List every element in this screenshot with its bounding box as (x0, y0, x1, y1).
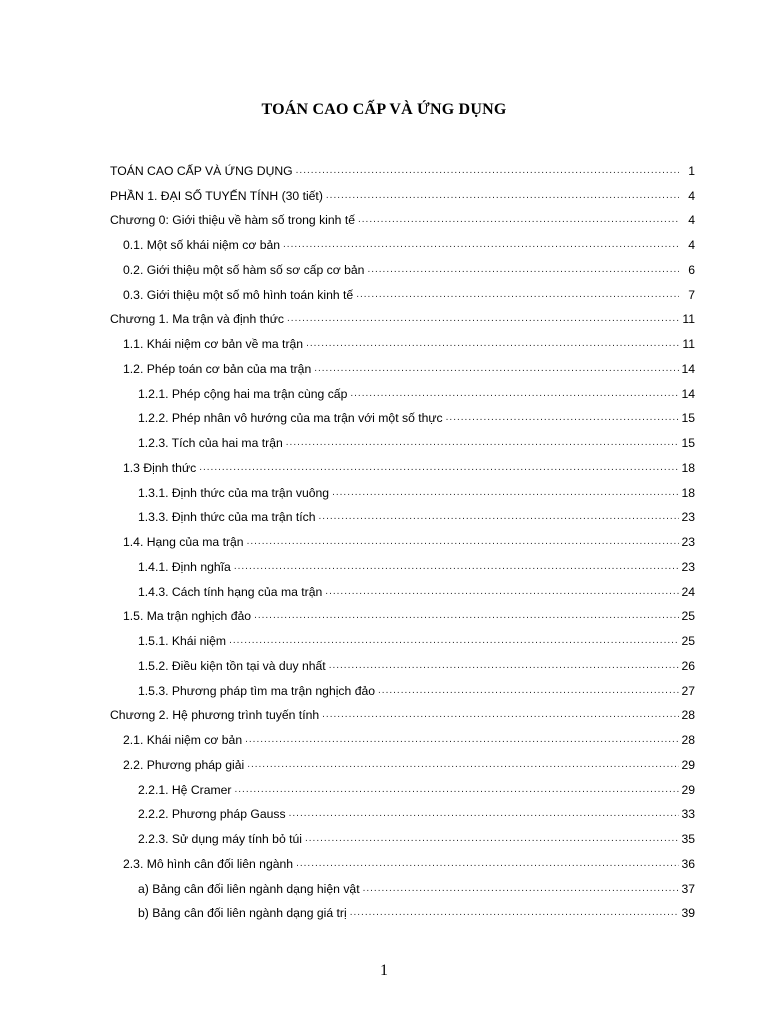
toc-entry[interactable] (110, 178, 695, 203)
toc-entry-page: 37 (681, 881, 695, 896)
dot-leader (247, 759, 679, 770)
toc-entry-page: 6 (688, 262, 695, 277)
toc-entry-page: 28 (681, 708, 695, 723)
toc-entry-page: 18 (681, 460, 695, 475)
toc-entry-page: 14 (681, 386, 695, 401)
toc-entry[interactable] (110, 698, 695, 723)
dot-leader (229, 635, 679, 646)
toc-entry-page: 35 (681, 832, 695, 846)
dot-leader (322, 709, 679, 720)
toc-entry-label: 2.1. Khái niệm cơ bản (123, 733, 243, 747)
dot-leader (350, 907, 679, 918)
dot-leader (332, 487, 679, 498)
document-title: TOÁN CAO CẤP VÀ ỨNG DỤNG (261, 101, 507, 118)
dot-leader (286, 437, 679, 448)
toc-entry[interactable] (110, 673, 695, 698)
dot-leader (245, 734, 679, 745)
toc-entry-label: a) Bảng cân đối liên ngành dạng hiện vật (138, 881, 360, 896)
dot-leader (199, 462, 679, 473)
page-number: 1 (380, 962, 388, 979)
toc-entry-page: 25 (681, 634, 695, 648)
dot-leader (319, 511, 679, 522)
toc-entry[interactable] (110, 524, 695, 549)
toc-entry-label: 0.1. Một số khái niệm cơ bản (123, 238, 281, 252)
toc-entry-label: 1.3.3. Định thức của ma trận tích (138, 510, 316, 525)
dot-leader (378, 685, 679, 696)
dot-leader (329, 660, 679, 671)
dot-leader (326, 190, 679, 201)
toc-entry-page: 36 (681, 856, 695, 871)
toc-entry-page: 39 (681, 906, 695, 921)
toc-entry-label: 2.2. Phương pháp giải (123, 757, 245, 772)
toc-entry-page: 27 (681, 683, 695, 698)
dot-leader (367, 264, 679, 275)
toc-entry-page: 18 (681, 485, 695, 500)
toc-entry-label: Chương 0: Giới thiệu về hàm số trong kinh tế (110, 213, 355, 228)
dot-leader (287, 313, 679, 324)
toc-entry[interactable] (110, 599, 695, 624)
toc-entry[interactable] (110, 821, 695, 846)
dot-leader (283, 239, 679, 250)
toc-entry-label: 1.5.2. Điều kiện tồn tại và duy nhất (138, 658, 326, 673)
toc-entry-page: 14 (681, 361, 695, 376)
toc-entry[interactable] (110, 772, 695, 797)
dot-leader (289, 808, 679, 819)
toc-entry-label: 2.2.1. Hệ Cramer (138, 782, 232, 797)
toc-entry[interactable] (110, 896, 695, 921)
toc-entry[interactable] (110, 747, 695, 772)
toc-entry[interactable] (110, 549, 695, 574)
dot-leader (305, 833, 679, 844)
toc-entry[interactable] (110, 871, 695, 896)
dot-leader (306, 338, 679, 349)
toc-entry[interactable] (110, 351, 695, 376)
toc-entry-label: Chương 2. Hệ phương trình tuyến tính (110, 708, 320, 723)
toc-entry[interactable] (110, 252, 695, 277)
toc-entry-label: 1.5.1. Khái niệm (138, 634, 227, 648)
toc-entry-label: 1.2.1. Phép cộng hai ma trận cùng cấp (138, 386, 348, 401)
dot-leader (356, 289, 679, 300)
toc-entry-label: 2.3. Mô hình cân đối liên ngành (123, 856, 294, 871)
toc-entry[interactable] (110, 574, 695, 599)
toc-entry-page: 4 (688, 238, 695, 252)
toc-entry[interactable] (110, 401, 695, 426)
toc-entry[interactable] (110, 846, 695, 871)
toc-entry-label: b) Bảng cân đối liên ngành dạng giá trị (138, 906, 347, 921)
toc-entry[interactable] (110, 302, 695, 327)
toc-entry-label: PHẦN 1. ĐẠI SỐ TUYẾN TÍNH (30 tiết) (110, 188, 323, 203)
toc-entry-label: 0.2. Giới thiệu một số hàm số sơ cấp cơ bản (123, 262, 365, 277)
toc-entry[interactable] (110, 376, 695, 401)
toc-entry-page: 4 (688, 213, 695, 228)
toc-entry[interactable] (110, 623, 695, 648)
toc-entry-label: 2.2.2. Phương pháp Gauss (138, 807, 286, 822)
toc-entry-page: 11 (682, 312, 695, 327)
toc-entry[interactable] (110, 153, 695, 178)
toc-entry[interactable] (110, 450, 695, 475)
dot-leader (234, 784, 679, 795)
toc-entry-page: 29 (681, 757, 695, 772)
toc-entry-page: 26 (681, 658, 695, 673)
toc-entry[interactable] (110, 227, 695, 252)
toc-entry-page: 1 (688, 163, 695, 178)
toc-entry-page: 24 (681, 584, 695, 599)
toc-entry-label: 1.2.3. Tích của hai ma trận (138, 436, 283, 450)
dot-leader (314, 363, 679, 374)
toc-entry[interactable] (110, 475, 695, 500)
toc-entry-label: 1.5. Ma trận nghịch đảo (123, 609, 252, 624)
toc-entry-page: 7 (688, 287, 695, 302)
toc-entry-label: 1.1. Khái niệm cơ bản về ma trận (123, 337, 304, 351)
toc-entry-page: 25 (681, 609, 695, 624)
toc-entry-page: 11 (682, 337, 695, 351)
toc-entry-label: 1.5.3. Phương pháp tìm ma trận nghịch đảo (138, 683, 376, 698)
dot-leader (350, 388, 679, 399)
toc-entry-page: 15 (681, 411, 695, 426)
toc-entry[interactable] (110, 648, 695, 673)
toc-entry-label: 1.3.1. Định thức của ma trận vuông (138, 485, 330, 500)
toc-entry[interactable] (110, 326, 695, 351)
toc-entry[interactable] (110, 500, 695, 525)
dot-leader (363, 883, 679, 894)
toc-entry-page: 29 (681, 782, 695, 797)
dot-leader (254, 610, 679, 621)
toc-entry[interactable] (110, 797, 695, 822)
toc-entry-label: 1.4.3. Cách tính hạng của ma trận (138, 584, 323, 599)
dot-leader (247, 536, 679, 547)
dot-leader (234, 561, 679, 572)
dot-leader (296, 858, 679, 869)
toc-entry-label: 1.2.2. Phép nhân vô hướng của ma trận với một số thực (138, 411, 443, 426)
dot-leader (446, 412, 679, 423)
toc-entry-label: 1.4. Hạng của ma trận (123, 535, 244, 549)
toc-entry[interactable] (110, 722, 695, 747)
toc-entry-label: 1.4.1. Định nghĩa (138, 559, 231, 574)
toc-entry-page: 15 (681, 436, 695, 450)
toc-entry-page: 23 (681, 559, 695, 574)
toc-entry-page: 4 (688, 188, 695, 203)
toc-entry[interactable] (110, 203, 695, 228)
toc-entry-label: Chương 1. Ma trận và định thức (110, 312, 285, 327)
toc-entry-page: 23 (681, 510, 695, 525)
table-of-contents (110, 153, 695, 920)
toc-entry-page: 33 (681, 807, 695, 822)
toc-entry-page: 23 (681, 535, 695, 549)
toc-entry-label: TOÁN CAO CẤP VÀ ỨNG DỤNG (110, 163, 293, 178)
toc-entry-label: 2.2.3. Sử dụng máy tính bỏ túi (138, 832, 302, 846)
toc-entry-label: 1.3 Định thức (123, 460, 197, 475)
toc-entry-page: 28 (681, 733, 695, 747)
toc-entry[interactable] (110, 425, 695, 450)
dot-leader (358, 214, 679, 225)
toc-entry-label: 1.2. Phép toán cơ bản của ma trận (123, 361, 312, 376)
toc-entry-label: 0.3. Giới thiệu một số mô hình toán kinh tế (123, 287, 354, 302)
toc-entry[interactable] (110, 277, 695, 302)
dot-leader (296, 165, 679, 176)
dot-leader (325, 586, 679, 597)
